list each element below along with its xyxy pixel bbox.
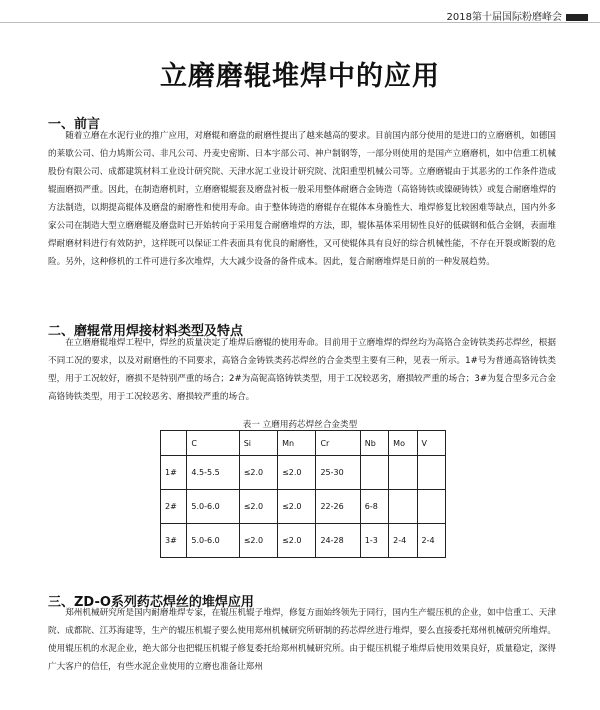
section-heading-2: 二、磨辊常用焊接材料类型及特点: [48, 324, 244, 339]
table-cell: 6-8: [360, 490, 388, 524]
alloy-table: [160, 430, 446, 558]
table-cell: 1-3: [360, 524, 388, 558]
table-cell: ≤2.0: [278, 456, 316, 490]
table-cell: 24-28: [316, 524, 360, 558]
table-header-cell: C: [187, 431, 239, 456]
section-heading-3: 三、ZD-O系列药芯焊丝的堆焊应用: [48, 595, 254, 610]
table-header-cell: [161, 431, 187, 456]
table-cell: 5.0-6.0: [187, 490, 239, 524]
table-header-cell: Mn: [278, 431, 316, 456]
table-cell: 2#: [161, 490, 187, 524]
table-cell: 4.5-5.5: [187, 456, 239, 490]
table-cell: 2-4: [389, 524, 417, 558]
table-header-cell: Cr: [316, 431, 360, 456]
table-row: [161, 456, 446, 490]
table-cell: ≤2.0: [278, 490, 316, 524]
running-header-text: 2018第十届国际粉磨峰会: [446, 12, 562, 23]
table-caption: 表一 立磨用药芯焊丝合金类型: [242, 420, 358, 430]
section-3-paragraph: 郑州机械研究所是国内耐磨堆焊专家，在辊压机辊子堆焊，修复方面始终领先于同行，国内生产辊压机的企业，如中信重工、天津院、成都院、江苏海建等，生产的辊压机辊子要么使用郑州机械研究所研制的药芯焊丝进行堆焊，要么直接委托郑州机械研究所堆焊。使用辊压机的水泥企业，绝大部分也把辊压机辊子修复委托给郑州机械研究所。由于辊压机辊子堆焊后使用效果良好，质量稳定，深得广大客户的信任，有些水泥企业使用的立磨也准备让郑州: [48, 608, 556, 672]
table-cell: [417, 456, 445, 490]
section-1-paragraph: 随着立磨在水泥行业的推广应用，对磨辊和磨盘的耐磨性提出了越来越高的要求。目前国内部分使用的是进口的立磨磨机，如德国的莱歇公司、伯力鸠斯公司、非凡公司、丹麦史密斯、日本宇部公司、神户制钢等，一部分则使用的是国产立磨磨机，如中信重工机械股份有限公司、成都建筑材料工业设计研究院、天津水泥工业设计研究院、沈阳重型机械公司等。立磨磨辊由于其恶劣的工作条件造成辊面磨损严重。因此，在制造磨机时，立磨磨辊辊套及磨盘衬板一般采用整体耐磨合金铸造（高铬铸铁或镍硬铸铁）或复合耐磨堆焊的方法制造，以期提高辊体及磨盘的耐磨性和使用寿命。由于整体铸造的磨辊存在辊体本身脆性大、堆焊修复比较困难等缺点，国内外多家公司在制造大型立磨磨辊及磨盘时已开始转向于采用复合耐磨堆焊的方法，即，辊体基体采用韧性良好的低碳钢和低合金钢，表面堆焊耐磨材料进行有效防护，这样既可以保证工件表面具有优良的耐磨性，又可使辊体具有良好的综合机械性能，不存在开裂或断裂的危险。另外，这种修机的工件可进行多次堆焊，大大减少设备的备件成本。因此，复合耐磨堆焊是日前的一种发展趋势。: [48, 131, 556, 267]
table-header-cell: Nb: [360, 431, 388, 456]
table-cell: 5.0-6.0: [187, 524, 239, 558]
table-cell: ≤2.0: [239, 456, 277, 490]
header-rule: [0, 22, 600, 23]
table-cell: [389, 456, 417, 490]
section-heading-1: 一、前言: [48, 117, 101, 132]
table-cell: ≤2.0: [239, 490, 277, 524]
table-cell: [417, 490, 445, 524]
table-cell: 22-26: [316, 490, 360, 524]
table-cell: [389, 490, 417, 524]
table-header-cell: Mo: [389, 431, 417, 456]
table-header-cell: Si: [239, 431, 277, 456]
table-header-cell: V: [417, 431, 445, 456]
header-bar: [566, 14, 588, 21]
table-cell: 2-4: [417, 524, 445, 558]
table-cell: [360, 456, 388, 490]
table-cell: ≤2.0: [239, 524, 277, 558]
table-row: [161, 490, 446, 524]
paper-title: 立磨磨辊堆焊中的应用: [160, 61, 440, 92]
table-cell: 25-30: [316, 456, 360, 490]
running-header: [447, 8, 588, 23]
table-cell: ≤2.0: [278, 524, 316, 558]
table-cell: 1#: [161, 456, 187, 490]
table-header-row: [161, 431, 446, 456]
table-row: [161, 524, 446, 558]
table-cell: 3#: [161, 524, 187, 558]
section-2-paragraph: 在立磨磨辊堆焊工程中，焊丝的质量决定了堆焊后磨辊的使用寿命。目前用于立磨堆焊的焊丝均为高铬合金铸铁类药芯焊丝，根据不同工况的要求，以及对耐磨性的不同要求，高铬合金铸铁类药芯焊丝的合金类型主要有三种，见表一所示。1#号为普通高铬铸铁类型，用于工况较好，磨损不是特别严重的场合；2#为高铌高铬铸铁类型，用于工况较恶劣，磨损较严重的场合；3#为复合型多元合金高铬铸铁类型，用于工况较恶劣、磨损较严重的场合。: [48, 338, 556, 402]
